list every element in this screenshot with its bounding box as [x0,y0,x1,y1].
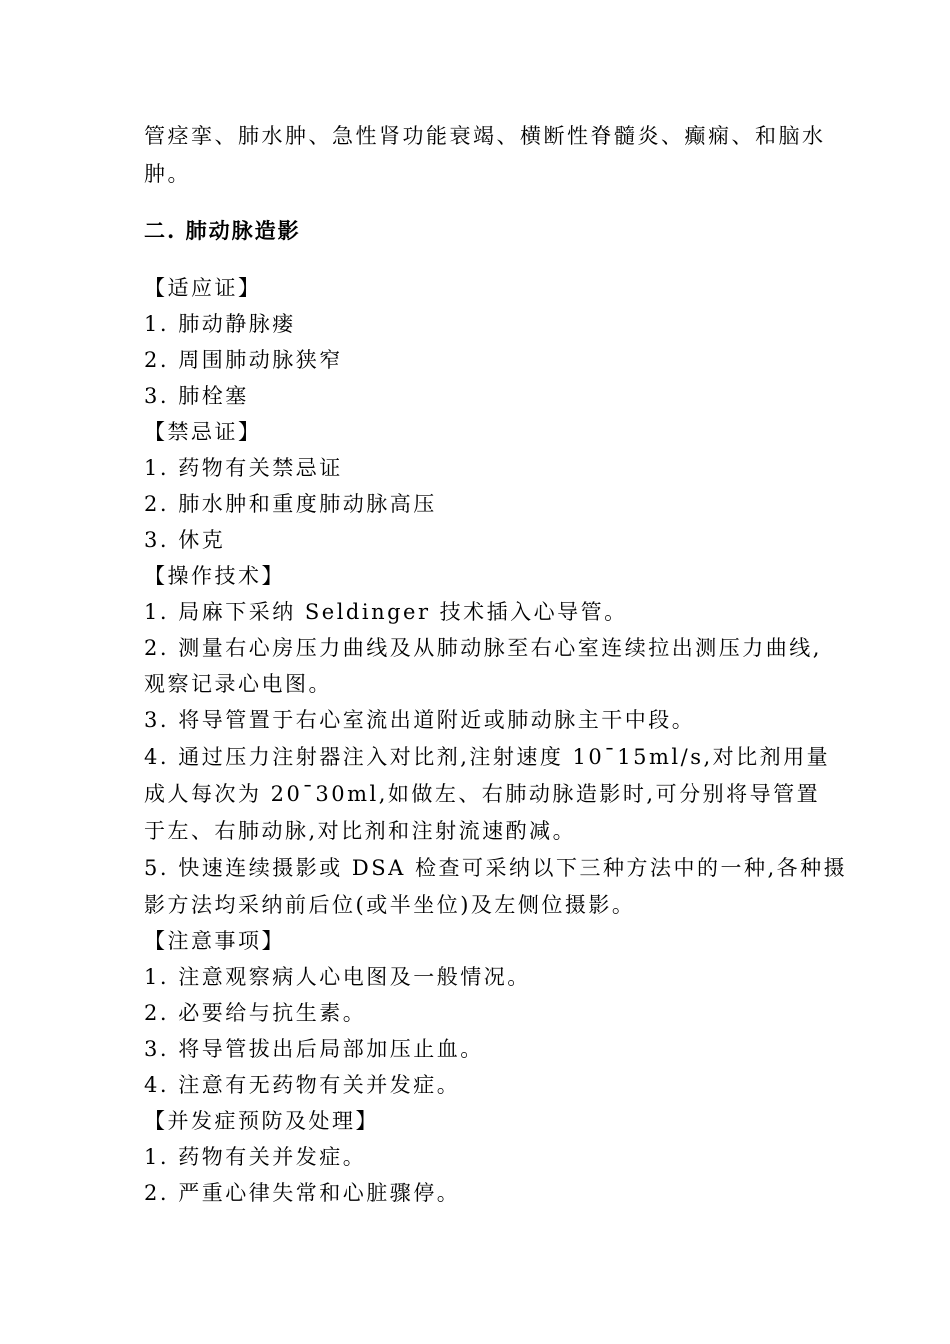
list-item: 2. 周围肺动脉狭窄 [144,348,343,372]
list-item-continuation: 观察记录心电图。 [144,672,332,696]
contraindications-header: 【禁忌证】 [144,420,262,444]
intro-line: 肿。 [144,162,191,186]
indications-header: 【适应证】 [144,276,262,300]
list-item: 2. 测量右心房压力曲线及从肺动脉至右心室连续拉出测压力曲线, [144,636,822,660]
complications-header: 【并发症预防及处理】 [144,1109,379,1133]
list-item: 3. 休克 [144,528,226,552]
list-item-continuation: 影方法均采纳前后位(或半坐位)及左侧位摄影。 [144,893,636,917]
list-item: 1. 药物有关并发症。 [144,1145,367,1169]
list-item: 1. 注意观察病人心电图及一般情况。 [144,965,531,989]
list-item: 2. 严重心律失常和心脏骤停。 [144,1181,461,1205]
list-item: 1. 肺动静脉瘘 [144,312,296,336]
list-item: 1. 药物有关禁忌证 [144,456,343,480]
intro-line: 管痉挛、肺水肿、急性肾功能衰竭、横断性脊髓炎、癫痫、和脑水 [144,124,826,148]
list-item: 5. 快速连续摄影或 DSA 检查可采纳以下三种方法中的一种,各种摄 [144,856,848,880]
list-item: 2. 必要给与抗生素。 [144,1001,367,1025]
section-heading: 二. 肺动脉造影 [144,218,301,243]
list-item: 1. 局麻下采纳 Seldinger 技术插入心导管。 [144,600,628,624]
list-item-continuation: 成人每次为 20¯30ml,如做左、右肺动脉造影时,可分别将导管置 [144,782,821,806]
list-item: 3. 将导管拔出后局部加压止血。 [144,1037,484,1061]
list-item: 3. 将导管置于右心室流出道附近或肺动脉主干中段。 [144,708,696,732]
list-item: 3. 肺栓塞 [144,384,249,408]
list-item: 2. 肺水肿和重度肺动脉高压 [144,492,437,516]
technique-header: 【操作技术】 [144,564,285,588]
list-item: 4. 注意有无药物有关并发症。 [144,1073,461,1097]
precautions-header: 【注意事项】 [144,929,285,953]
list-item-continuation: 于左、右肺动脉,对比剂和注射流速酌减。 [144,819,577,843]
list-item: 4. 通过压力注射器注入对比剂,注射速度 10¯15ml/s,对比剂用量 [144,745,831,769]
